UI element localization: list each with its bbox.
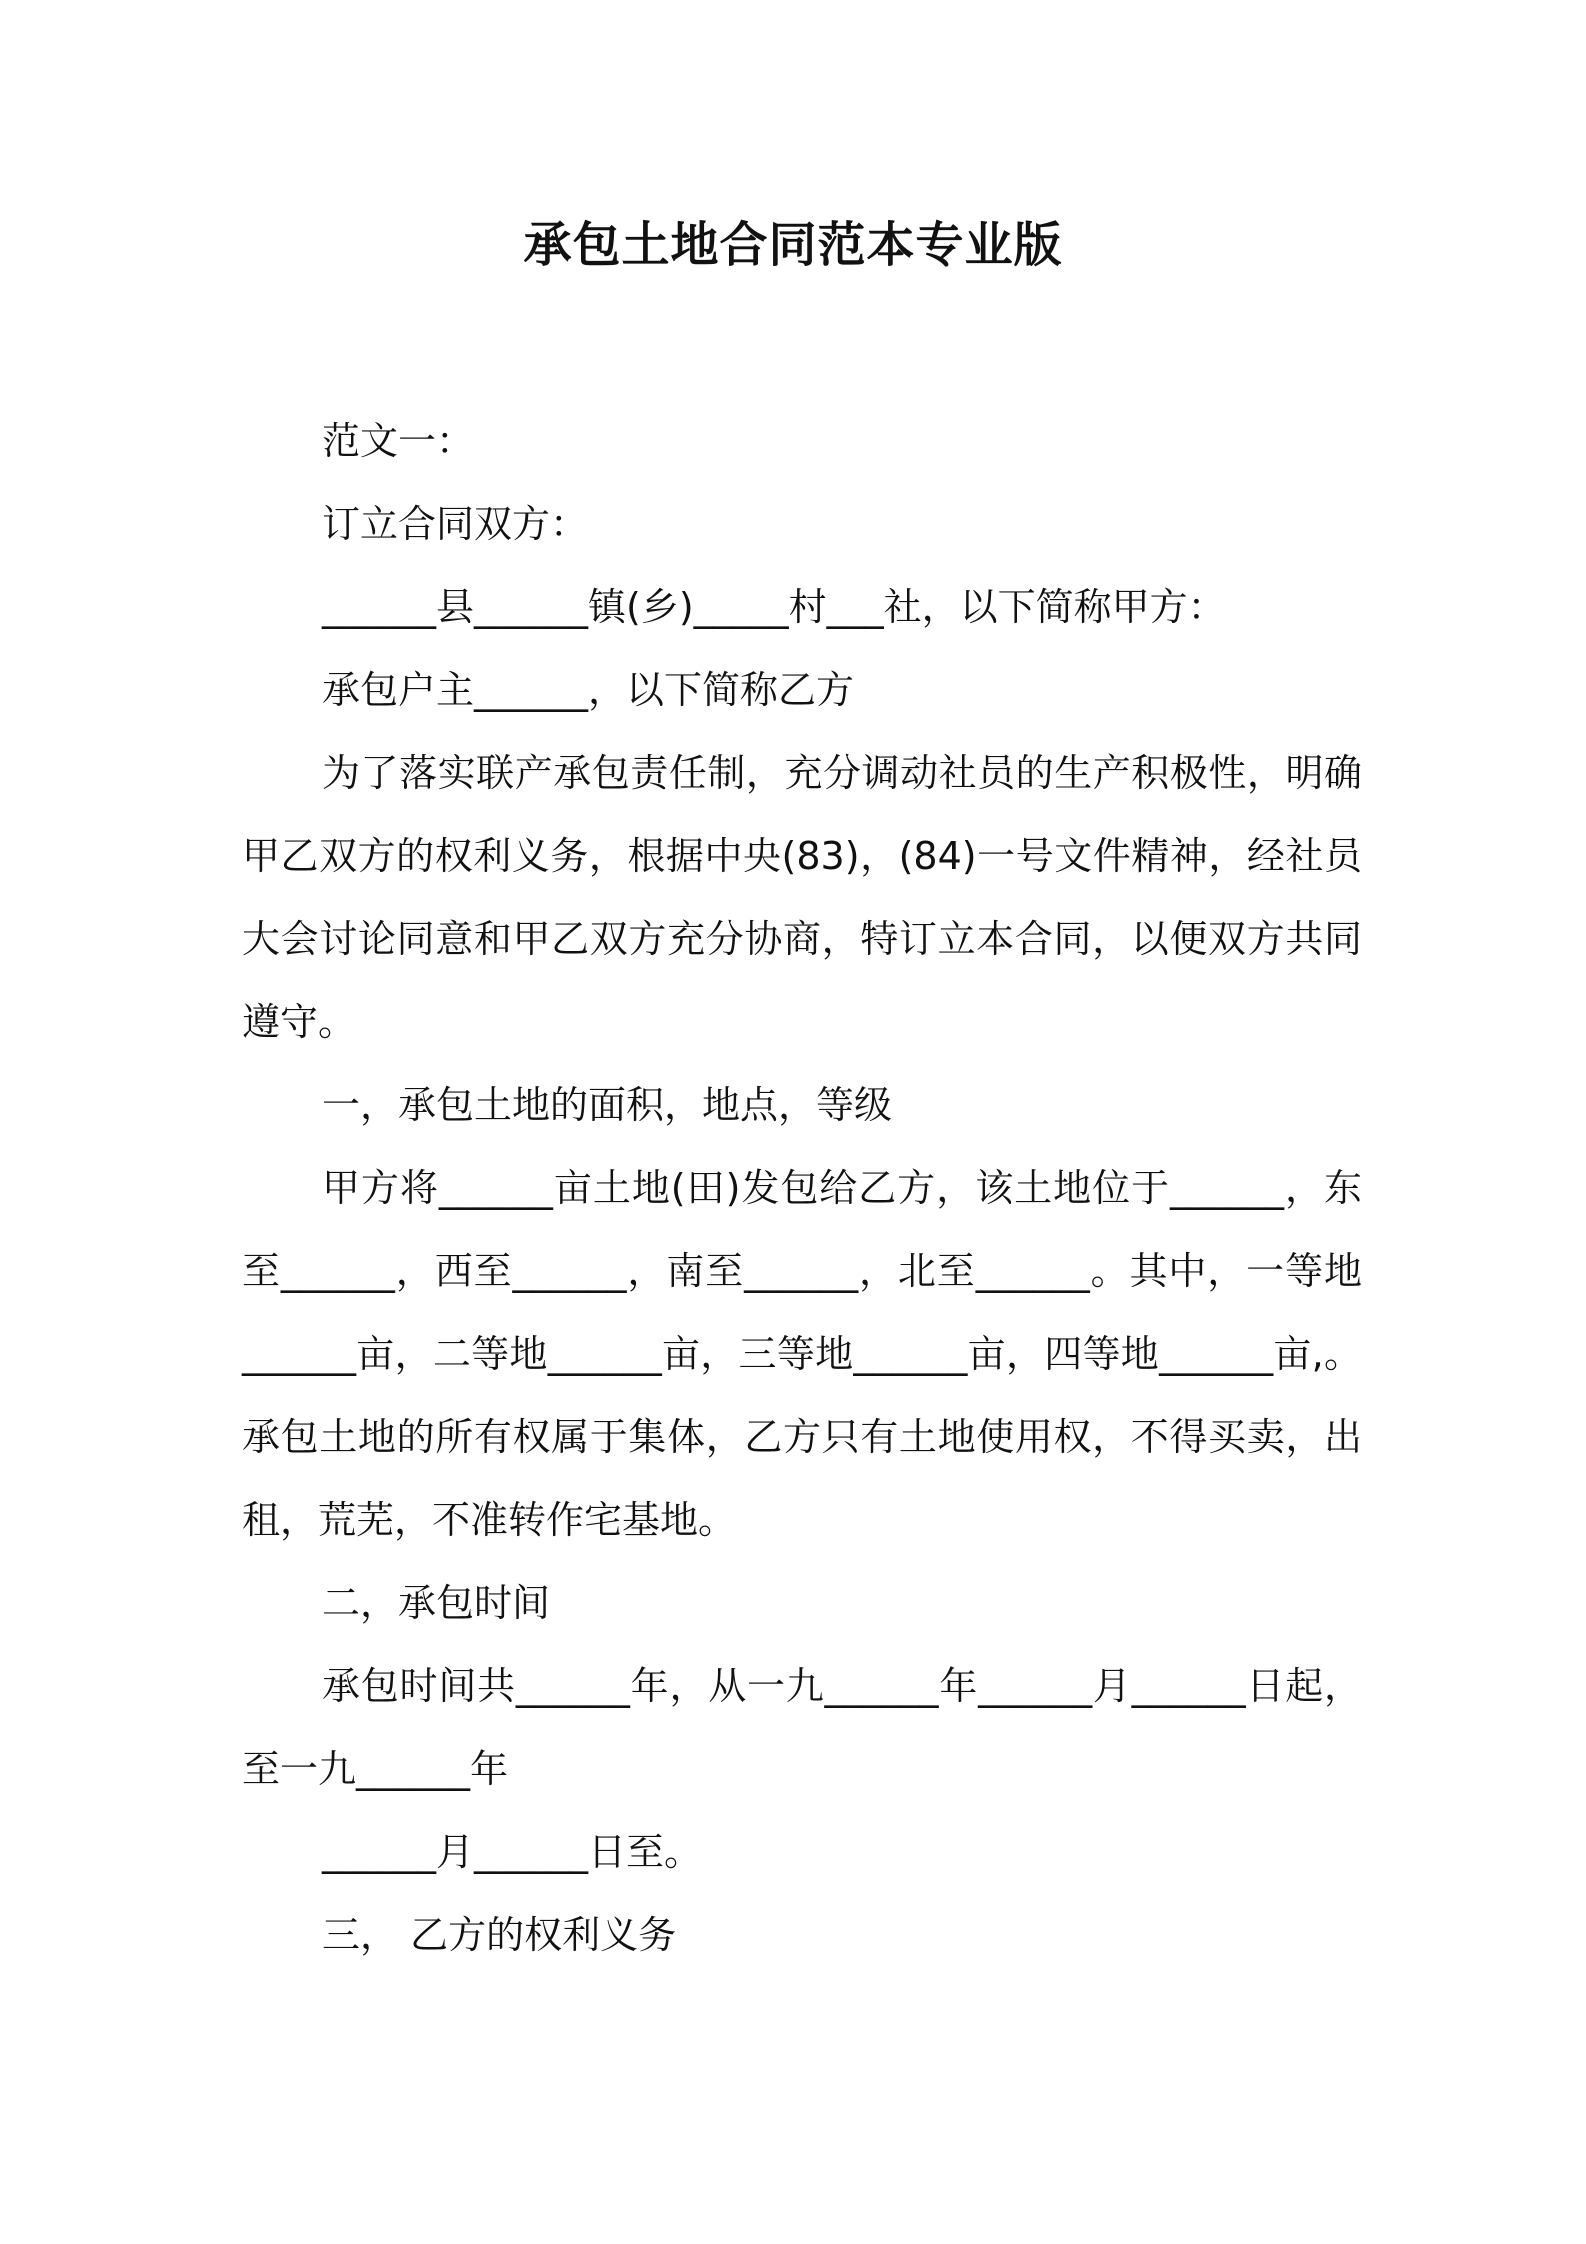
section-heading-rights: 三， 乙方的权利义务 <box>322 1913 677 1957</box>
paragraph-sample-label: 范文一： <box>322 419 475 463</box>
paragraph-land-details: 甲方将______亩土地(田)发包给乙方，该土地位于______，东至______，西至______，南至______，北至______。其中，一等地______亩，二等地______亩，三等地______亩，四等地______亩,。承包土地的所有权属于集体，乙方只有土地使用权，不得买卖，出租，荒芜，不准转作宅基地。 <box>242 1166 1362 1542</box>
paragraph-parties-heading: 订立合同双方： <box>322 502 589 546</box>
document-body <box>242 400 1362 1977</box>
document-title: 承包土地合同范本专业版 <box>523 217 1063 273</box>
section-heading-term: 二，承包时间 <box>322 1581 551 1625</box>
paragraph-preamble: 为了落实联产承包责任制，充分调动社员的生产积极性，明确甲乙双方的权利义务，根据中央(83)，(84)一号文件精神，经社员大会讨论同意和甲乙双方充分协商，特订立本合同，以便双方共同遵守。 <box>242 751 1362 1044</box>
section-heading-land: 一，承包土地的面积，地点，等级 <box>322 1083 893 1127</box>
paragraph-party-a: ______县______镇(乡)_____村___社，以下简称甲方： <box>322 585 1226 629</box>
paragraph-party-b: 承包户主______，以下简称乙方 <box>322 668 855 712</box>
paragraph-term-start: 承包时间共______年，从一九______年______月______日起，至一九______年 <box>242 1664 1362 1791</box>
paragraph-term-end: ______月______日至。 <box>322 1830 703 1874</box>
